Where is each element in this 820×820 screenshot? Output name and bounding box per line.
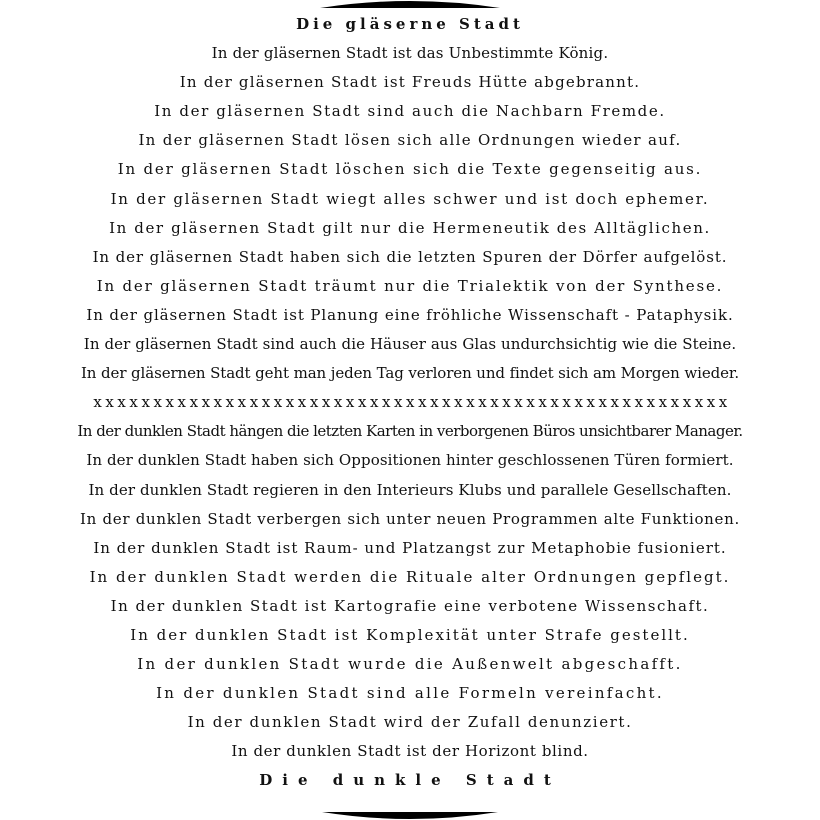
section-divider: x x x x x x x x x x x x x x x x x x x x x x x x x x x x x x x x x x x x x x x x x x x x x x x x x x x x x: [93, 393, 727, 412]
glass-line-10: In der gläsernen Stadt ist Planung eine fröhliche Wissenschaft - Pataphysik.: [86, 305, 734, 324]
dark-line-9: In der dunklen Stadt wurde die Außenwelt abgeschafft.: [137, 655, 683, 674]
dark-line-1: In der dunklen Stadt hängen die letzten Karten in verborgenen Büros unsichtbarer Manager.: [77, 422, 743, 441]
dark-line-8: In der dunklen Stadt ist Komplexität unter Strafe gestellt.: [130, 625, 690, 644]
dark-line-6: In der dunklen Stadt werden die Rituale alter Ordnungen gepflegt.: [89, 567, 731, 586]
poem: [0, 10, 820, 796]
glass-line-6: In der gläsernen Stadt wiegt alles schwer und ist doch ephemer.: [110, 189, 710, 208]
glass-line-7: In der gläsernen Stadt gilt nur die Hermeneutik des Alltäglichen.: [109, 218, 711, 237]
dark-line-7: In der dunklen Stadt ist Kartografie eine verbotene Wissenschaft.: [110, 596, 710, 615]
dark-line-12: In der dunklen Stadt ist der Horizont blind.: [231, 742, 589, 761]
glass-line-5: In der gläsernen Stadt löschen sich die Texte gegenseitig aus.: [117, 160, 703, 179]
glass-line-2: In der gläsernen Stadt ist Freuds Hütte abgebrannt.: [179, 73, 641, 92]
glass-line-3: In der gläsernen Stadt sind auch die Nachbarn Fremde.: [154, 102, 666, 121]
bottom-arc-decoration: [0, 806, 820, 820]
glass-line-12: In der gläsernen Stadt geht man jeden Tag verloren und findet sich am Morgen wieder.: [80, 364, 739, 383]
glass-line-1: In der gläsernen Stadt ist das Unbestimmte König.: [211, 44, 609, 63]
dark-line-4: In der dunklen Stadt verbergen sich unter neuen Programmen alte Funktionen.: [80, 509, 740, 528]
glass-line-11: In der gläsernen Stadt sind auch die Häuser aus Glas undurchsichtig wie die Steine.: [83, 335, 737, 354]
dark-section: [0, 417, 820, 766]
poem-title-bottom: Die dunkle Stadt: [259, 771, 561, 790]
dark-line-11: In der dunklen Stadt wird der Zufall denunziert.: [187, 713, 633, 732]
glass-line-9: In der gläsernen Stadt träumt nur die Trialektik von der Synthese.: [96, 276, 724, 295]
dark-line-5: In der dunklen Stadt ist Raum- und Platzangst zur Metaphobie fusioniert.: [93, 538, 727, 557]
poem-title-top: Die gläserne Stadt: [296, 15, 524, 33]
glass-line-8: In der gläsernen Stadt haben sich die letzten Spuren der Dörfer aufgelöst.: [92, 247, 728, 266]
glass-line-4: In der gläsernen Stadt lösen sich alle Ordnungen wieder auf.: [138, 131, 682, 150]
glass-section: [0, 39, 820, 388]
dark-line-3: In der dunklen Stadt regieren in den Interieurs Klubs und parallele Gesellschaften.: [88, 480, 732, 499]
dark-line-10: In der dunklen Stadt sind alle Formeln vereinfacht.: [156, 684, 664, 703]
dark-line-2: In der dunklen Stadt haben sich Oppositionen hinter geschlossenen Türen formiert.: [86, 451, 734, 470]
